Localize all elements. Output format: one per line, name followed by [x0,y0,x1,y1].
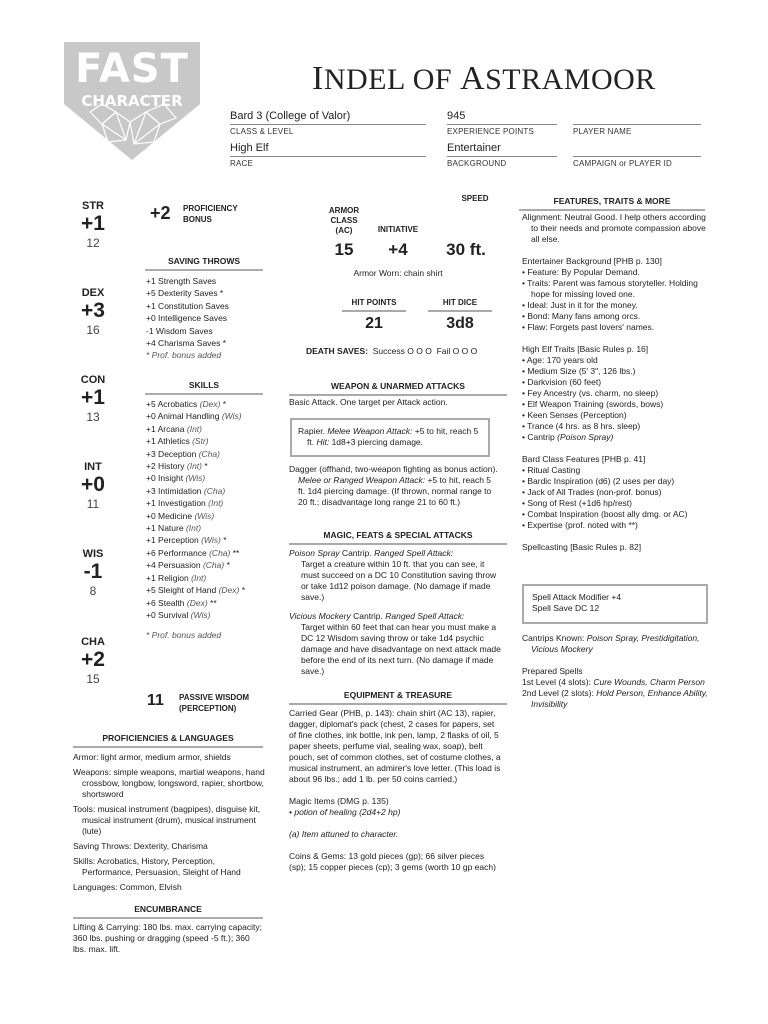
skills-list [146,398,266,642]
saving-throw-item: +5 Dexterity Saves * [146,288,224,299]
ability-wis [63,548,123,598]
bard-feature: • Combat Inspiration (boost ally dmg. or AC) [522,509,688,519]
background-value[interactable]: Entertainer [447,142,501,154]
saving-throw-item: -1 Wisdom Saves [146,325,213,336]
spell-save-dc: Spell Save DC 12 [532,603,600,613]
ability-name: STR [82,200,104,212]
ability-name: DEX [81,287,105,299]
bard-features-title: Bard Class Features [PHB p. 41] [522,454,646,464]
elf-trait: • Cantrip (Poison Spray) [522,432,614,442]
proficiency-bonus-value: +2 [150,203,171,223]
vicious-mockery-cantrip: Vicious Mockery Cantrip. Ranged Spell Attack: Target within 60 feet that can hear you must make a DC 12 Wisdom saving throw or take 1d4 psychic damage and have disadvantage on next attack made before the end of its next turn. (No damage if made save.) [289,611,501,676]
skill-item: +1 Nature (Int) [146,523,202,534]
class-level-line [230,124,426,125]
skill-item: +3 Intimidation (Cha) [146,485,226,496]
elf-trait: • Medium Size (5' 3", 126 lbs.) [522,366,636,376]
alignment: Alignment: Neutral Good. I help others according to their needs and promote compassion above all else. [522,212,706,244]
skills-heading: SKILLS [145,380,263,395]
equipment-heading: EQUIPMENT & TREASURE [289,690,507,705]
spell-stats-box [522,584,708,624]
class-level-label: CLASS & LEVEL [230,127,294,136]
saving-throw-item: +1 Constitution Saves [146,300,229,311]
elf-trait: • Age: 170 years old [522,355,598,365]
fast-character-logo [64,42,200,162]
elf-trait: • Fey Ancestry (vs. charm, no sleep) [522,388,659,398]
armor-worn: Armor Worn: chain shirt [353,268,443,278]
skill-item: +0 Survival (Wis) [146,609,211,620]
elf-traits-title: High Elf Traits [Basic Rules p. 16] [522,344,649,354]
ability-score: 13 [86,410,100,424]
ability-name: CHA [81,636,105,648]
skill-item: +2 History (Int) * [146,461,208,472]
armor-class-label: ARMOR CLASS (AC) [328,206,360,235]
bard-feature: • Bardic Inspiration (d6) (2 uses per day) [522,476,675,486]
skills-note: * Prof. bonus added [146,630,222,641]
ability-dex [63,287,123,337]
tool-proficiency: Tools: musical instrument (bagpipes), disguise kit, musical instrument (drum), musical instrument (lute) [73,804,261,836]
death-saves-success-circles[interactable]: O O O [407,346,432,356]
ability-modifier: -1 [83,560,103,583]
initiative-label: INITIATIVE [377,225,419,234]
ability-str [63,200,123,250]
magic-items-title: Magic Items (DMG p. 135) [289,796,389,806]
attuned-note: (a) Item attuned to character. [289,829,399,839]
skill-item: +1 Athletics (Str) [146,436,209,447]
bard-feature: • Song of Rest (+1d6 hp/rest) [522,498,632,508]
ability-modifier: +2 [81,648,105,671]
equipment-list [289,708,501,873]
skill-item: +6 Stealth (Dex) ** [146,597,217,608]
proficiencies-heading: PROFICIENCIES & LANGUAGES [73,733,263,748]
passive-wisdom-label: PASSIVE WISDOM (PERCEPTION) [179,693,250,713]
logo-subtitle: CHARACTER [81,92,183,110]
speed-label: SPEED [461,194,489,203]
skill-item: +1 Arcana (Int) [146,423,203,434]
death-saves-fail-label: Fail [436,346,451,356]
ability-name: WIS [82,548,104,560]
poison-spray-cantrip: Poison Spray Cantrip. Ranged Spell Attack: Target a creature within 10 ft. that you can see, it must succeed on a DC 10 Constitution saving throw or take 1d12 poison damage. (No damage if made save.) [289,548,497,602]
saving-throw-item: +1 Strength Saves [146,276,217,286]
elf-trait: • Trance (4 hrs. as 8 hrs. sleep) [522,421,641,431]
basic-attack: Basic Attack. One target per Attack action. [289,397,448,407]
cantrips-known: Cantrips Known: Poison Spray, Prestidigitation, Vicious Mockery [522,633,700,654]
skill-item: +0 Insight (Wis) [146,473,206,484]
passive-wisdom-value: 11 [147,692,164,709]
skill-item: +1 Perception (Wis) * [146,535,227,546]
saving-throw-item: +0 Intelligence Saves [146,313,228,324]
attacks-heading: WEAPON & UNARMED ATTACKS [289,381,507,396]
ability-name: CON [80,374,106,386]
skill-item: +1 Religion (Int) [146,572,207,583]
character-name: INDEL OF ASTRAMOOR [312,60,656,97]
campaign-line[interactable] [573,156,701,157]
spellcasting-title: Spellcasting [Basic Rules p. 82] [522,542,642,552]
background-label: BACKGROUND [447,159,507,168]
death-saves [306,346,477,356]
player-name-label: PLAYER NAME [573,127,632,136]
weapon-proficiency: Weapons: simple weapons, martial weapons, hand crossbow, longbow, longsword, rapier, shortbow, shortsword [73,767,265,799]
logo-title: FAST [75,46,189,92]
player-name-line[interactable] [573,124,701,125]
ability-name: INT [84,461,102,473]
features-list [522,212,708,553]
ability-cha [63,636,123,686]
armor-proficiency: Armor: light armor, medium armor, shields [73,752,231,762]
coins-gems: Coins & Gems: 13 gold pieces (gp); 66 silver pieces (sp); 15 copper pieces (cp); 3 gems (worth 10 gp each) [289,851,496,872]
ability-modifier: +1 [81,386,105,409]
background-item: • Flaw: Forgets past lovers' names. [522,322,655,332]
bard-feature: • Ritual Casting [522,465,581,475]
hit-dice-label: HIT DICE [428,298,492,312]
death-saves-fail-circles[interactable]: O O O [452,346,478,356]
spells-level-2: 2nd Level (2 slots): Hold Person, Enhance Ability, Invisibility [522,688,708,709]
ability-modifier: +1 [81,212,105,235]
skill-item: +6 Performance (Cha) ** [146,547,240,558]
ability-score: 16 [86,323,100,337]
xp-value[interactable]: 945 [447,110,466,122]
ability-modifier: +0 [81,473,105,496]
armor-class-value: 15 [334,240,354,259]
elf-trait: • Elf Weapon Training (swords, bows) [522,399,664,409]
ability-score: 11 [86,497,100,511]
saving-throw-item: +4 Charisma Saves * [146,338,227,349]
death-saves-label: DEATH SAVES: [306,346,369,356]
hit-points-label: HIT POINTS [342,298,406,312]
race-label: RACE [230,159,254,168]
initiative-value: +4 [388,240,408,259]
ability-modifier: +3 [81,299,105,322]
prepared-spells-title: Prepared Spells [522,666,583,676]
bard-feature: • Jack of All Trades (non-prof. bonus) [522,487,662,497]
hit-dice-value: 3d8 [446,315,474,332]
xp-line [447,124,557,125]
skill-item: +5 Acrobatics (Dex) * [146,399,227,409]
speed-value: 30 ft. [446,240,486,259]
skill-item: +4 Persuasion (Cha) * [146,560,230,571]
elf-trait: • Keen Senses (Perception) [522,410,627,420]
dagger-attack: Dagger (offhand, two-weapon fighting as bonus action). Melee or Ranged Weapon Attack: +5 to hit, reach 5 ft. 1d4 piercing damage. (If thrown, normal range to 20 ft.; disadvantage long range 21 to 60 ft.) [289,464,498,507]
save-proficiency: Saving Throws: Dexterity, Charisma [73,841,208,851]
death-saves-success-label: Success [372,346,405,356]
background-item: • Feature: By Popular Demand. [522,267,640,277]
background-item: • Traits: Parent was famous storyteller. Holding hope for missing loved one. [522,278,698,299]
skill-item: +0 Animal Handling (Wis) [146,411,242,422]
saving-throws-heading: SAVING THROWS [145,256,263,271]
bard-feature: • Expertise (prof. noted with **) [522,520,638,530]
skill-item: +5 Sleight of Hand (Dex) * [146,585,246,596]
skill-item: +3 Deception (Cha) [146,448,220,459]
xp-label: EXPERIENCE POINTS [447,127,534,136]
features-heading: FEATURES, TRAITS & MORE [519,196,705,211]
ability-score: 15 [86,672,100,686]
background-item: • Bond: Many fans among orcs. [522,311,641,321]
rapier-attack: Rapier. Melee Weapon Attack: +5 to hit, reach 5 ft. Hit: 1d8+3 piercing damage. [298,426,479,447]
proficiency-bonus-label: PROFICIENCY BONUS [183,204,238,224]
ability-int [63,461,123,511]
languages: Languages: Common, Elvish [73,882,182,892]
spells-list [522,633,708,710]
spell-attack-modifier: Spell Attack Modifier +4 [532,592,622,602]
background-line [447,156,557,157]
encumbrance-text: Lifting & Carrying: 180 lbs. max. carrying capacity; 360 lbs. pushing or dragging (speed -5 ft.); 360 lbs. max. lift. [73,922,262,954]
skill-item: +0 Medicine (Wis) [146,510,215,521]
race-line [230,156,426,157]
race-value[interactable]: High Elf [230,142,269,154]
skill-proficiency: Skills: Acrobatics, History, Perception, Performance, Persuasion, Sleight of Hand [73,856,241,877]
hit-points-value: 21 [365,315,383,332]
saving-throw-note: * Prof. bonus added [146,350,222,361]
ability-score: 8 [89,584,97,598]
saving-throws-list [146,275,264,362]
elf-trait: • Darkvision (60 feet) [522,377,602,387]
spells-level-1: 1st Level (4 slots): Cure Wounds, Charm Person [522,677,705,687]
ability-con [63,374,123,424]
magic-item: • potion of healing (2d4+2 hp) [289,807,401,817]
campaign-label: CAMPAIGN or PLAYER ID [573,159,673,168]
encumbrance-heading: ENCUMBRANCE [73,904,263,919]
skill-item: +1 Investigation (Int) [146,498,224,509]
proficiencies-list [73,752,265,893]
background-item: • Ideal: Just in it for the money. [522,300,638,310]
feats-heading: MAGIC, FEATS & SPECIAL ATTACKS [289,530,507,545]
ability-score: 12 [86,236,100,250]
carried-gear: Carried Gear (PHB, p. 143): chain shirt (AC 13), rapier, dagger, diplomat's pack (chest, 2 cases for papers, set of fine clothes, ink bottle, ink pen, lamp, 2 flasks of oil, 5 paper sheets, perfume vial, sealing wax, soap), belt pouch, set of common clothes, set of costume clothes, a musical instrument, an admirer's love letter. (This load is about 96 lbs.; add 1 lb. per 50 coins carried.) [289,708,501,784]
background-title: Entertainer Background [PHB p. 130] [522,256,662,266]
rapier-attack-box [290,418,490,457]
class-level-value[interactable]: Bard 3 (College of Valor) [230,110,351,122]
